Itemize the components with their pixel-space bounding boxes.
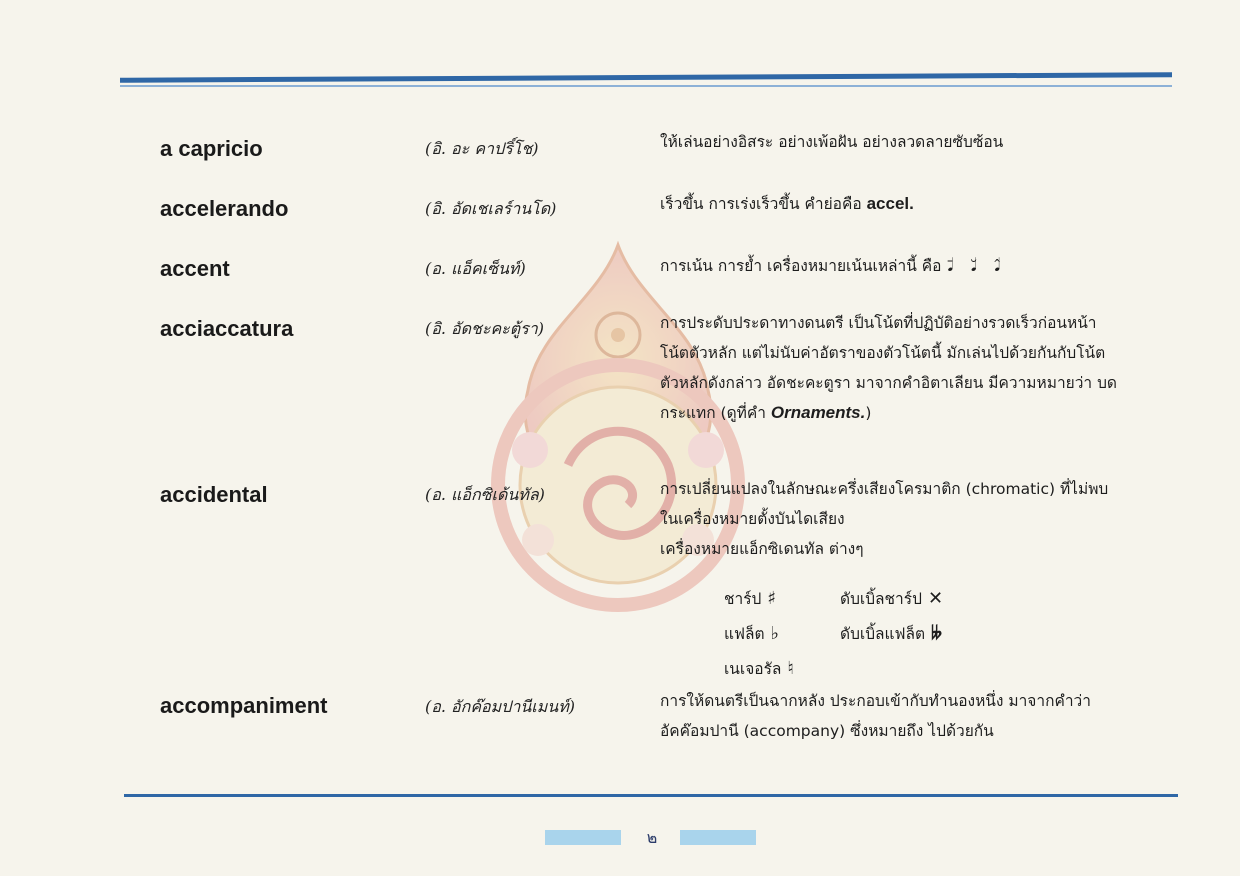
definition-line: กระแทก (ดูที่คำ Ornaments.) [660, 403, 872, 422]
entry-term: a capricio [160, 136, 263, 161]
entry-definition [660, 189, 1175, 219]
entry-definition [660, 686, 1175, 746]
entry-term: accelerando [160, 196, 289, 221]
double-sharp-icon: ✕ [927, 588, 944, 609]
definition-text: การเน้น การย้ำ เครื่องหมายเน้นเหล่านี้ คือ [660, 257, 942, 275]
emblem-watermark [468, 240, 768, 630]
sharp-icon: ♯ [767, 588, 777, 609]
natural-icon: ♮ [787, 658, 794, 679]
footer-bar-left [545, 830, 621, 845]
definition-line: ให้เล่นอย่างอิสระ อย่างเพ้อฝัน อย่างลวดลายซับซ้อน [660, 133, 1004, 151]
definition-line: โน้ตตัวหลัก แต่ไม่นับค่าอัตราของตัวโน้ตนี้ มักเล่นไปด้วยกันกับโน้ต [660, 344, 1106, 362]
footer-bar-right [680, 830, 756, 845]
entry-definition [660, 474, 1175, 564]
accent-marks-icon: 𝅘𝅥̄ 𝅘𝅥̆ 𝅘𝅥̂ [947, 255, 1007, 276]
definition-text: เร็วขึ้น การเร่งเร็วขึ้น คำย่อคือ [660, 195, 867, 213]
entry-term: accent [160, 256, 230, 281]
entry-pronunciation: (อิ. อัดเชเลร์านโด) [425, 199, 557, 218]
entry-term: accidental [160, 482, 268, 507]
symbol-double-flat: ดับเบิ้ลแฟล็ต 𝄫 [840, 623, 942, 644]
definition-line: อัคค๊อมปานี (accompany) ซึ่งหมายถึง ไปด้วยกัน [660, 722, 994, 740]
definition-line: การเปลี่ยนแปลงในลักษณะครึ่งเสียงโครมาติก (chromatic) ที่ไม่พบ [660, 480, 1109, 498]
entry-pronunciation: (อ. แอ็คเซ็นท์) [425, 259, 526, 278]
definition-line: ในเครื่องหมายตั้งบันไดเสียง [660, 510, 845, 528]
entry-definition [660, 308, 1175, 428]
symbol-sharp: ชาร์ป ♯ [724, 588, 777, 609]
definition-line: เครื่องหมายแอ็กซิเดนทัล ต่างๆ [660, 540, 864, 558]
entry-pronunciation: (อ. แอ็กซิเด้นทัล) [425, 485, 545, 504]
abbreviation: accel. [866, 194, 914, 213]
definition-line: การให้ดนตรีเป็นฉากหลัง ประกอบเข้ากับทำนองหนึ่ง มาจากคำว่า [660, 692, 1091, 710]
flat-icon: ♭ [770, 623, 780, 644]
entry-definition [660, 127, 1175, 157]
cross-reference: Ornaments. [770, 403, 866, 422]
definition-line: การประดับประดาทางดนตรี เป็นโน้ตที่ปฏิบัติอย่างรวดเร็วก่อนหน้า [660, 314, 1097, 332]
symbol-flat: แฟล็ต ♭ [724, 623, 780, 644]
definition-line: ตัวหลักดังกล่าว อัดชะคะตูรา มาจากคำอิตาเลียน มีความหมายว่า บด [660, 374, 1117, 392]
double-flat-icon: 𝄫 [931, 623, 942, 644]
entry-pronunciation: (อ. อักค๊อมปานีเมนท์) [425, 697, 575, 716]
entry-pronunciation: (อิ. อัดชะคะตู้รา) [425, 319, 544, 338]
top-rule [120, 75, 1172, 91]
page-footer [545, 828, 760, 848]
page-number: ๒ [646, 828, 658, 847]
entry-definition [660, 251, 1175, 281]
entry-pronunciation: (อิ. อะ คาปริ์โช) [425, 139, 539, 158]
entry-term: accompaniment [160, 693, 328, 718]
entry-term: acciaccatura [160, 316, 294, 341]
symbol-natural: เนเจอรัล ♮ [724, 658, 794, 679]
symbol-double-sharp: ดับเบิ้ลชาร์ป ✕ [840, 588, 944, 609]
bottom-rule [124, 794, 1178, 797]
